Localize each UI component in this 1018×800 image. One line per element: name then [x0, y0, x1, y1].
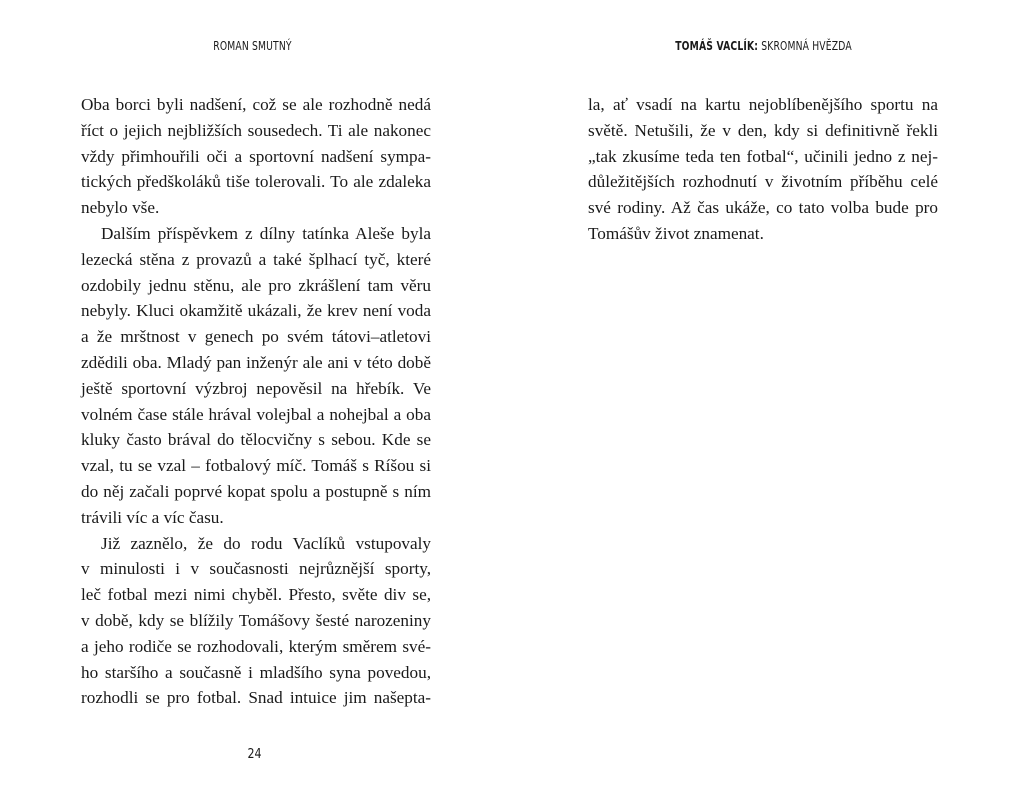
- text-line: a jeho rodiče se rozhodovali, kterým směrem své-: [81, 636, 431, 656]
- text-line: Tomášův život znamenat.: [588, 223, 764, 243]
- text-line: nebyly. Kluci okamžitě ukázali, že krev není voda: [81, 301, 431, 321]
- running-head-title-subtitle: SKROMNÁ HVĚZDA: [758, 38, 852, 53]
- text-line: Již zaznělo, že do rodu Vaclíků vstupovaly: [101, 533, 431, 553]
- text-line: la, ať vsadí na kartu nejoblíbenějšího sportu na: [588, 95, 938, 114]
- text-line: nebylo vše.: [81, 198, 160, 218]
- right-page: [509, 0, 1018, 800]
- text-line: do něj začali poprvé kopat spolu a postupně s ním: [81, 481, 431, 501]
- text-line: v době, kdy se blížily Tomášovy šesté narozeniny: [81, 610, 431, 630]
- text-line: v minulosti i v současnosti nejrůznější sporty,: [81, 559, 431, 579]
- text-line: leč fotbal mezi nimi chyběl. Přesto, světe div se,: [81, 585, 431, 605]
- running-head-title: [555, 38, 972, 53]
- text-line: a že mrštnost v genech po svém tátovi–atletovi: [81, 327, 431, 347]
- text-line: „tak zkusíme teda ten fotbal“, učinili jedno z nej-: [588, 146, 938, 166]
- text-line: lezecká stěna z provazů a také šplhací tyč, které: [81, 249, 431, 269]
- left-page-body-text: [81, 92, 431, 711]
- text-line: ještě sportovní výzbroj nepověsil na hřebík. Ve: [81, 378, 431, 398]
- text-line: rozhodli se pro fotbal. Snad intuice jim našepta-: [81, 688, 431, 708]
- text-line: říct o jejich nejbližších sousedech. Ti ale nakonec: [81, 120, 431, 140]
- text-line: důležitějších rozhodnutí v životním příběhu celé: [588, 172, 938, 192]
- text-line: vždy přimhouřili oči a sportovní nadšení sympa-: [81, 146, 431, 166]
- text-line: ozdobily jednu stěnu, ale pro zkrášlení tam věru: [81, 275, 431, 295]
- page-number: 24: [247, 747, 262, 762]
- text-line: ho staršího a současně i mladšího syna povedou,: [81, 662, 431, 682]
- text-line: zdědili oba. Mladý pan inženýr ale ani v této době: [81, 352, 431, 372]
- text-line: trávili víc a víc času.: [81, 507, 224, 527]
- text-line: kluky často brával do tělocvičny s sebou. Kde se: [81, 430, 431, 450]
- text-line: tických předškoláků tiše tolerovali. To ale zdaleka: [81, 172, 431, 192]
- text-line: volném čase stále hrával volejbal a nohejbal a oba: [81, 404, 431, 424]
- text-line: vzal, tu se vzal – fotbalový míč. Tomáš s Ríšou si: [81, 456, 431, 476]
- text-line: Oba borci byli nadšení, což se ale rozhodně nedá: [81, 95, 431, 114]
- text-line: své rodiny. Až čas ukáže, co tato volba bude pro: [588, 198, 938, 218]
- running-head-author: ROMAN SMUTNÝ: [213, 38, 292, 53]
- text-line: světě. Netušili, že v den, kdy si definitivně řekli: [588, 120, 938, 140]
- running-head-title-bold: TOMÁŠ VACLÍK:: [675, 38, 759, 53]
- text-line: Dalším příspěvkem z dílny tatínka Aleše byla: [101, 223, 431, 243]
- right-page-body-text: [588, 92, 938, 247]
